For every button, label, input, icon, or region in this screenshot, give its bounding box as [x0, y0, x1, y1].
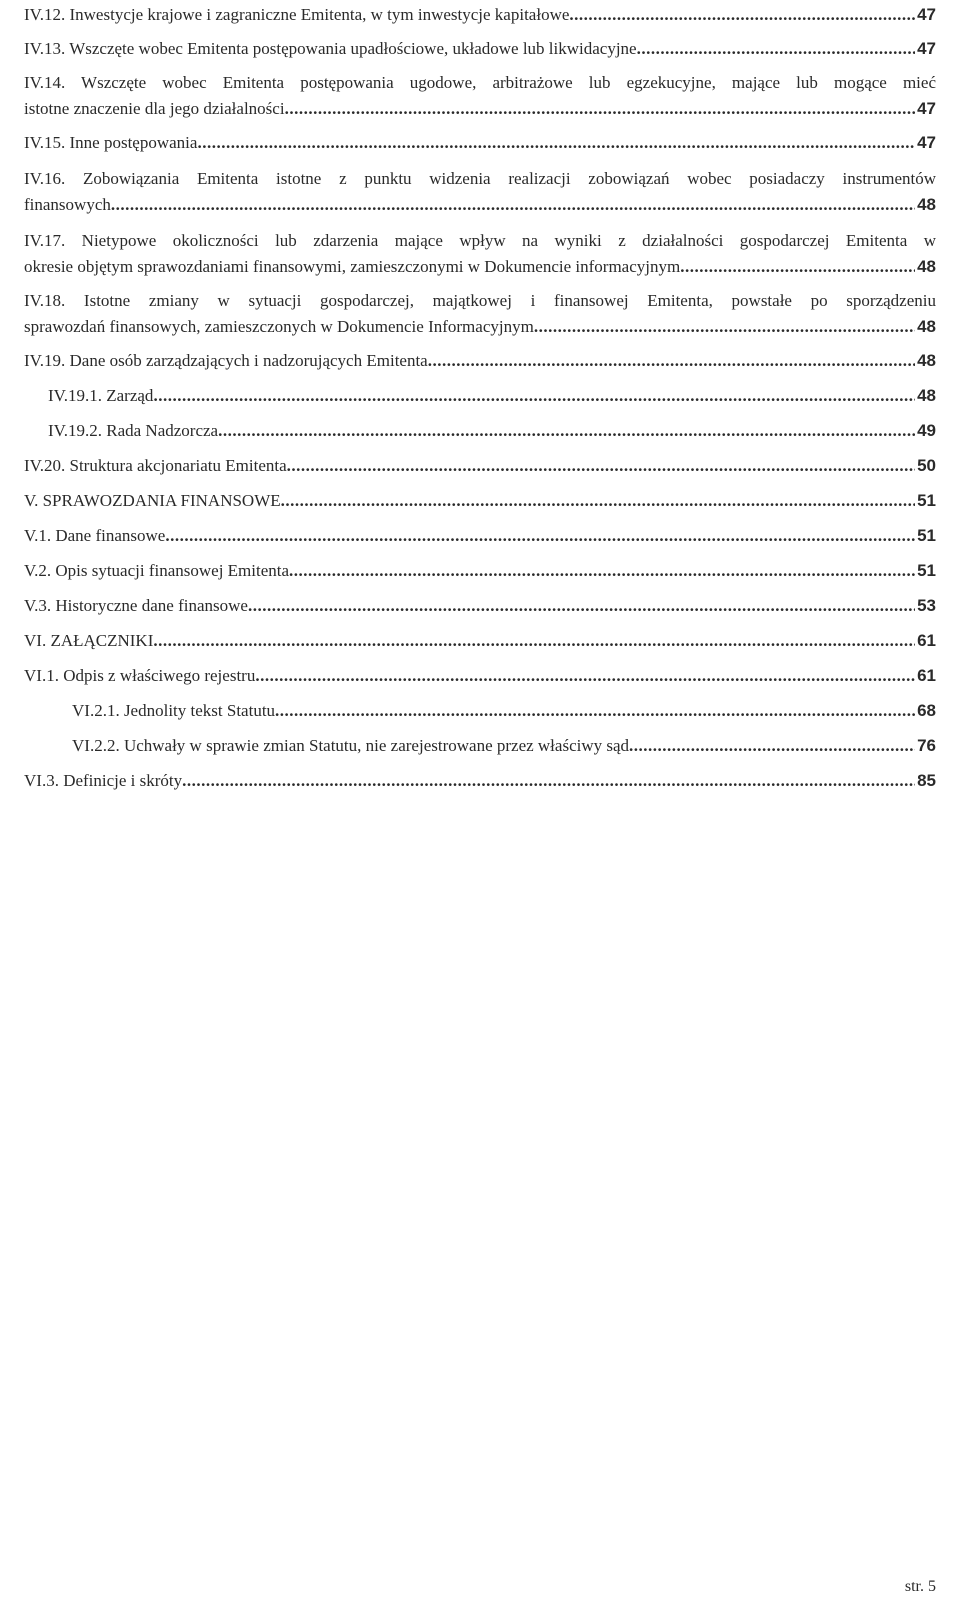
- dot-leader: [281, 488, 915, 514]
- toc-page-number: 53: [917, 596, 936, 615]
- toc-page-number: 48: [917, 317, 936, 336]
- toc-page-number: 48: [917, 195, 936, 214]
- toc-page-number: 50: [917, 456, 936, 475]
- toc-entry-iv-20[interactable]: [24, 453, 936, 479]
- toc-entry-title: V.2. Opis sytuacji finansowej Emitenta: [24, 561, 290, 580]
- toc-entry-iv-14[interactable]: [24, 70, 936, 122]
- toc-entry-title: VI.2.1. Jednolity tekst Statutu: [72, 701, 276, 720]
- toc-page-number: 48: [917, 351, 936, 370]
- toc-entry-vi-2-2[interactable]: [72, 733, 936, 759]
- toc-entry-title: IV.12. Inwestycje krajowe i zagraniczne Emitenta, w tym inwestycje kapitałowe: [24, 5, 570, 24]
- toc-page-number: 47: [917, 133, 936, 152]
- toc-page-number: 61: [917, 666, 936, 685]
- toc-entry-title: IV.13. Wszczęte wobec Emitenta postępowania upadłościowe, układowe lub likwidacyjne: [24, 39, 637, 58]
- toc-entry-v-1[interactable]: [24, 523, 936, 549]
- toc-entry-title-line1: IV.18. Istotne zmiany w sytuacji gospodarczej, majątkowej i finansowej Emitenta, powstałe po sporządzeniu: [24, 291, 936, 310]
- toc-entry-title: IV.15. Inne postępowania: [24, 133, 198, 152]
- dot-leader: [637, 36, 915, 62]
- toc-page-number: 68: [917, 701, 936, 720]
- dot-leader: [680, 254, 915, 280]
- toc-entry-title: okresie objętym sprawozdaniami finansowymi, zamieszczonymi w Dokumencie informacyjnym: [24, 257, 681, 276]
- dot-leader: [182, 768, 915, 794]
- toc-entry-vi-2-1[interactable]: [72, 698, 936, 724]
- toc-page-number: 47: [917, 5, 936, 24]
- toc-page-number: 51: [917, 561, 936, 580]
- toc-page-number: 51: [917, 491, 936, 510]
- toc-entry-vi-3[interactable]: [24, 768, 936, 794]
- toc-entry-title: VI.3. Definicje i skróty: [24, 771, 183, 790]
- toc-entry-iv-18[interactable]: [24, 288, 936, 340]
- toc-entry-title: finansowych: [24, 195, 111, 214]
- toc-entry-title-line1: IV.17. Nietypowe okoliczności lub zdarzenia mające wpływ na wyniki z działalności gospodarczej Emitenta w: [24, 231, 936, 250]
- dot-leader: [534, 314, 915, 340]
- toc-entry-title: IV.19. Dane osób zarządzających i nadzorujących Emitenta: [24, 351, 428, 370]
- dot-leader: [629, 733, 915, 759]
- dot-leader: [248, 593, 915, 619]
- toc-entry-v-2[interactable]: [24, 558, 936, 584]
- toc-entry-title-line1: IV.14. Wszczęte wobec Emitenta postępowania ugodowe, arbitrażowe lub egzekucyjne, mające lub mogące mieć: [24, 73, 936, 92]
- toc-entry-iv-15[interactable]: [24, 130, 936, 156]
- dot-leader: [255, 663, 915, 689]
- dot-leader: [287, 453, 915, 479]
- dot-leader: [165, 523, 915, 549]
- toc-entry-title: VI. ZAŁĄCZNIKI: [24, 631, 154, 650]
- toc-page-number: 76: [917, 736, 936, 755]
- toc-page-number: 47: [917, 39, 936, 58]
- toc-entry-title-line1: IV.16. Zobowiązania Emitenta istotne z punktu widzenia realizacji zobowiązań wobec posiadaczy instrumentów: [24, 169, 936, 188]
- page-number-footer: str. 5: [904, 1578, 936, 1595]
- toc-page-number: 85: [917, 771, 936, 790]
- toc-entry-title: VI.2.2. Uchwały w sprawie zmian Statutu, nie zarejestrowane przez właściwy sąd: [72, 736, 630, 755]
- toc-entry-title: V.3. Historyczne dane finansowe: [24, 596, 248, 615]
- dot-leader: [153, 628, 915, 654]
- dot-leader: [218, 418, 915, 444]
- toc-entry-title: V. SPRAWOZDANIA FINANSOWE: [24, 491, 281, 510]
- dot-leader: [197, 130, 915, 156]
- toc-page-number: 51: [917, 526, 936, 545]
- toc-page-number: 48: [917, 386, 936, 405]
- toc-entry-iv-12[interactable]: [24, 2, 936, 28]
- toc-entry-title: IV.19.2. Rada Nadzorcza: [48, 421, 219, 440]
- toc-entry-v-3[interactable]: [24, 593, 936, 619]
- toc-page-number: 48: [917, 257, 936, 276]
- toc-page-number: 49: [917, 421, 936, 440]
- toc-entry-iv-13[interactable]: [24, 36, 936, 62]
- toc-entry-v[interactable]: [24, 488, 936, 514]
- toc-entry-iv-19-2[interactable]: [48, 418, 936, 444]
- toc-entry-title: V.1. Dane finansowe: [24, 526, 166, 545]
- toc-entry-title: IV.19.1. Zarząd: [48, 386, 154, 405]
- toc-page-number: 47: [917, 99, 936, 118]
- dot-leader: [275, 698, 915, 724]
- toc-entry-vi[interactable]: [24, 628, 936, 654]
- toc-entry-title: IV.20. Struktura akcjonariatu Emitenta: [24, 456, 287, 475]
- toc-page-number: 61: [917, 631, 936, 650]
- toc-entry-iv-19[interactable]: [24, 348, 936, 374]
- dot-leader: [428, 348, 915, 374]
- dot-leader: [285, 96, 916, 122]
- toc-entry-iv-17[interactable]: [24, 228, 936, 280]
- toc-entry-iv-16[interactable]: [24, 166, 936, 218]
- toc-entry-title: sprawozdań finansowych, zamieszczonych w Dokumencie Informacyjnym: [24, 317, 534, 336]
- toc-entry-title: VI.1. Odpis z właściwego rejestru: [24, 666, 256, 685]
- dot-leader: [153, 383, 915, 409]
- toc-entry-iv-19-1[interactable]: [48, 383, 936, 409]
- dot-leader: [111, 192, 915, 218]
- dot-leader: [569, 2, 915, 28]
- toc-entry-title: istotne znaczenie dla jego działalności: [24, 99, 285, 118]
- dot-leader: [289, 558, 915, 584]
- toc-entry-vi-1[interactable]: [24, 663, 936, 689]
